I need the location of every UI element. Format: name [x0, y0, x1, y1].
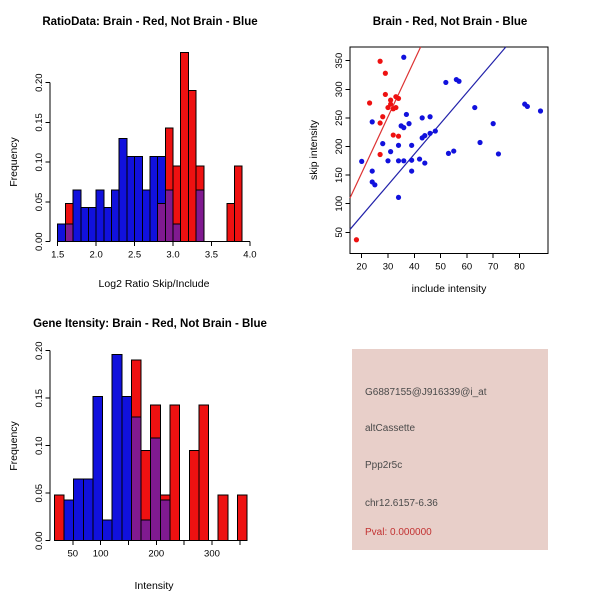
scatter-point-blue [401, 55, 406, 60]
scatter-point-blue [451, 148, 456, 153]
tick-label: 300 [334, 81, 345, 98]
tick-label: 70 [487, 261, 499, 273]
fit-line-blue [350, 47, 506, 229]
ratio-histogram-xlabel: Log2 Ratio Skip/Include [98, 278, 210, 290]
tick-label: 100 [92, 548, 109, 560]
hist-bar-blue [112, 355, 122, 541]
tick-label: 300 [204, 548, 220, 560]
hist-bar-red [227, 204, 235, 242]
ratio-histogram-plot [0, 0, 300, 300]
hist-bar-blue [122, 396, 132, 540]
hist-bar-blue [104, 208, 112, 242]
scatter-title: Brain - Red, Not Brain - Blue [372, 16, 528, 28]
scatter-point-blue [422, 133, 427, 138]
hist-bar-blue [142, 190, 150, 242]
panel-info [300, 300, 600, 600]
hist-bar-red [170, 405, 180, 541]
info-probe-id: G6887155@J916339@i_at [365, 387, 487, 398]
scatter-plot [300, 0, 600, 300]
hist-bar-blue [83, 479, 93, 541]
scatter-point-red [383, 71, 388, 76]
scatter-point-blue [388, 149, 393, 154]
gene-histogram-title: Gene Itensity: Brain - Red, Not Brain - Blue [33, 318, 267, 330]
scatter-point-blue [427, 114, 432, 119]
tick-label: 100 [334, 195, 345, 212]
scatter-point-blue [417, 156, 422, 161]
scatter-point-blue [370, 119, 375, 124]
scatter-point-blue [427, 131, 432, 136]
scatter-point-blue [396, 143, 401, 148]
hist-bar-blue [74, 479, 84, 541]
tick-label: 200 [334, 138, 345, 155]
tick-label: 0.20 [34, 341, 45, 360]
tick-label: 30 [382, 261, 394, 273]
scatter-ylabel: skip intensity [308, 119, 320, 181]
gene-histogram-ylabel: Frequency [8, 421, 20, 471]
hist-bar-blue [96, 190, 104, 242]
scatter-point-red [396, 134, 401, 139]
hist-bar-overlap [131, 417, 141, 541]
scatter-point-blue [370, 168, 375, 173]
scatter-point-blue [401, 158, 406, 163]
tick-label: 250 [334, 109, 345, 126]
tick-label: 0.10 [34, 152, 45, 172]
info-locus: chr12.6157-6.36 [365, 498, 438, 509]
hist-bar-overlap [165, 190, 173, 242]
tick-label: 0.05 [34, 192, 45, 212]
hist-bar-red [199, 405, 209, 541]
tick-label: 50 [435, 261, 446, 273]
tick-label: 80 [514, 261, 525, 273]
tick-label: 50 [334, 227, 345, 238]
hist-bar-red [189, 450, 199, 540]
tick-label: 0.15 [34, 113, 45, 132]
tick-label: 150 [334, 167, 345, 184]
hist-bar-red [54, 495, 64, 541]
scatter-point-blue [446, 151, 451, 156]
scatter-point-blue [359, 159, 364, 164]
panel-gene-histogram [0, 300, 300, 600]
tick-label: 2.5 [127, 249, 142, 261]
scatter-point-blue [396, 195, 401, 200]
hist-bar-blue [103, 520, 113, 541]
scatter-point-blue [401, 125, 406, 130]
scatter-point-red [354, 237, 359, 242]
tick-label: 0.15 [34, 388, 45, 408]
tick-label: 2.0 [89, 249, 103, 261]
info-gene-name: Ppp2r5c [365, 460, 403, 471]
scatter-point-red [380, 114, 385, 119]
info-event-type: altCassette [365, 423, 416, 434]
scatter-point-blue [420, 115, 425, 120]
scatter-point-blue [409, 158, 414, 163]
scatter-point-blue [380, 141, 385, 146]
scatter-point-blue [525, 104, 530, 109]
scatter-point-blue [538, 108, 543, 113]
tick-label: 200 [148, 548, 165, 560]
hist-bar-blue [64, 500, 74, 541]
hist-bar-blue [135, 157, 143, 242]
tick-label: 60 [461, 261, 473, 273]
tick-label: 3.0 [166, 249, 180, 261]
ratio-histogram-ylabel: Frequency [8, 137, 20, 187]
scatter-point-blue [443, 80, 448, 85]
hist-bar-overlap [141, 520, 151, 541]
scatter-point-red [367, 100, 372, 105]
hist-bar-blue [81, 208, 89, 242]
scatter-point-blue [456, 79, 461, 84]
hist-bar-overlap [65, 224, 73, 241]
scatter-point-blue [496, 151, 501, 156]
hist-bar-blue [127, 157, 135, 242]
scatter-point-red [391, 132, 396, 137]
hist-bar-red [181, 52, 189, 241]
tick-label: 0.05 [34, 483, 45, 503]
tick-label: 0.20 [34, 73, 45, 92]
hist-bar-blue [58, 224, 66, 241]
scatter-point-blue [409, 168, 414, 173]
scatter-point-blue [477, 140, 482, 145]
tick-label: 350 [334, 52, 345, 69]
scatter-point-red [388, 102, 393, 107]
hist-bar-blue [73, 190, 81, 242]
scatter-point-blue [385, 158, 390, 163]
scatter-point-blue [404, 112, 409, 117]
scatter-point-blue [409, 143, 414, 148]
hist-bar-blue [150, 157, 158, 242]
hist-bar-overlap [158, 204, 166, 242]
scatter-point-blue [491, 121, 496, 126]
hist-bar-blue [88, 208, 96, 242]
tick-label: 0.10 [34, 436, 45, 455]
hist-bar-overlap [151, 438, 161, 541]
hist-bar-red [218, 495, 228, 541]
panel-scatter [300, 0, 600, 300]
gene-histogram-xlabel: Intensity [134, 580, 174, 592]
scatter-point-blue [422, 160, 427, 165]
gene-histogram-plot [0, 300, 300, 600]
scatter-point-blue [433, 128, 438, 133]
hist-bar-overlap [173, 224, 181, 241]
hist-bar-overlap [196, 190, 204, 242]
tick-label: 40 [409, 261, 420, 273]
scatter-point-red [378, 152, 383, 157]
hist-bar-blue [93, 396, 103, 540]
tick-label: 0.00 [34, 232, 45, 251]
ratio-histogram-title: RatioData: Brain - Red, Not Brain - Blue [42, 16, 258, 28]
scatter-point-red [378, 120, 383, 125]
info-panel [352, 349, 548, 550]
hist-bar-overlap [160, 500, 170, 541]
hist-bar-red [188, 91, 196, 242]
scatter-point-red [378, 59, 383, 64]
scatter-point-blue [372, 182, 377, 187]
tick-label: 50 [67, 548, 79, 560]
scatter-point-red [396, 96, 401, 101]
scatter-point-red [393, 105, 398, 110]
hist-bar-red [237, 495, 247, 541]
panel-ratio-histogram [0, 0, 300, 300]
plot-box [350, 47, 548, 253]
hist-bar-blue [112, 190, 120, 242]
tick-label: 3.5 [204, 249, 219, 261]
tick-label: 20 [356, 261, 367, 273]
info-pvalue: Pval: 0.000000 [365, 527, 432, 538]
tick-label: 1.5 [51, 249, 65, 261]
tick-label: 0.00 [34, 531, 45, 550]
scatter-point-blue [472, 105, 477, 110]
hist-bar-red [235, 166, 243, 242]
scatter-point-blue [396, 158, 401, 163]
scatter-xlabel: include intensity [411, 283, 487, 295]
tick-label: 4.0 [243, 249, 257, 261]
scatter-point-red [383, 92, 388, 97]
hist-bar-blue [119, 138, 127, 241]
scatter-point-blue [406, 121, 411, 126]
